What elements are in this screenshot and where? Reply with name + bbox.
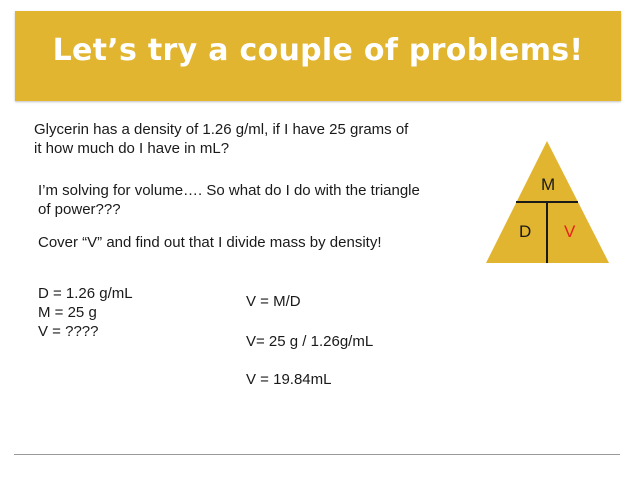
solving-question: I’m solving for volume…. So what do I do with the triangle of power??? [38, 182, 420, 218]
given-values: D = 1.26 g/mL M = 25 g V = ???? [38, 285, 133, 340]
result-line: V = 19.84mL [246, 371, 332, 388]
triangle-label-mass: M [541, 175, 556, 194]
problem-statement: Glycerin has a density of 1.26 g/ml, if I have 25 grams of it how much do I have in mL? [34, 121, 409, 157]
formula-line: V = M/D [246, 293, 301, 310]
substitution-line: V= 25 g / 1.26g/mL [246, 333, 374, 350]
slide-title: Let’s try a couple of problems! [52, 32, 584, 68]
footer-divider [14, 454, 620, 455]
triangle-label-density: D [519, 222, 532, 241]
triangle-label-volume: V [564, 222, 576, 241]
answer-hint: Cover “V” and find out that I divide mass by density! [38, 234, 382, 251]
